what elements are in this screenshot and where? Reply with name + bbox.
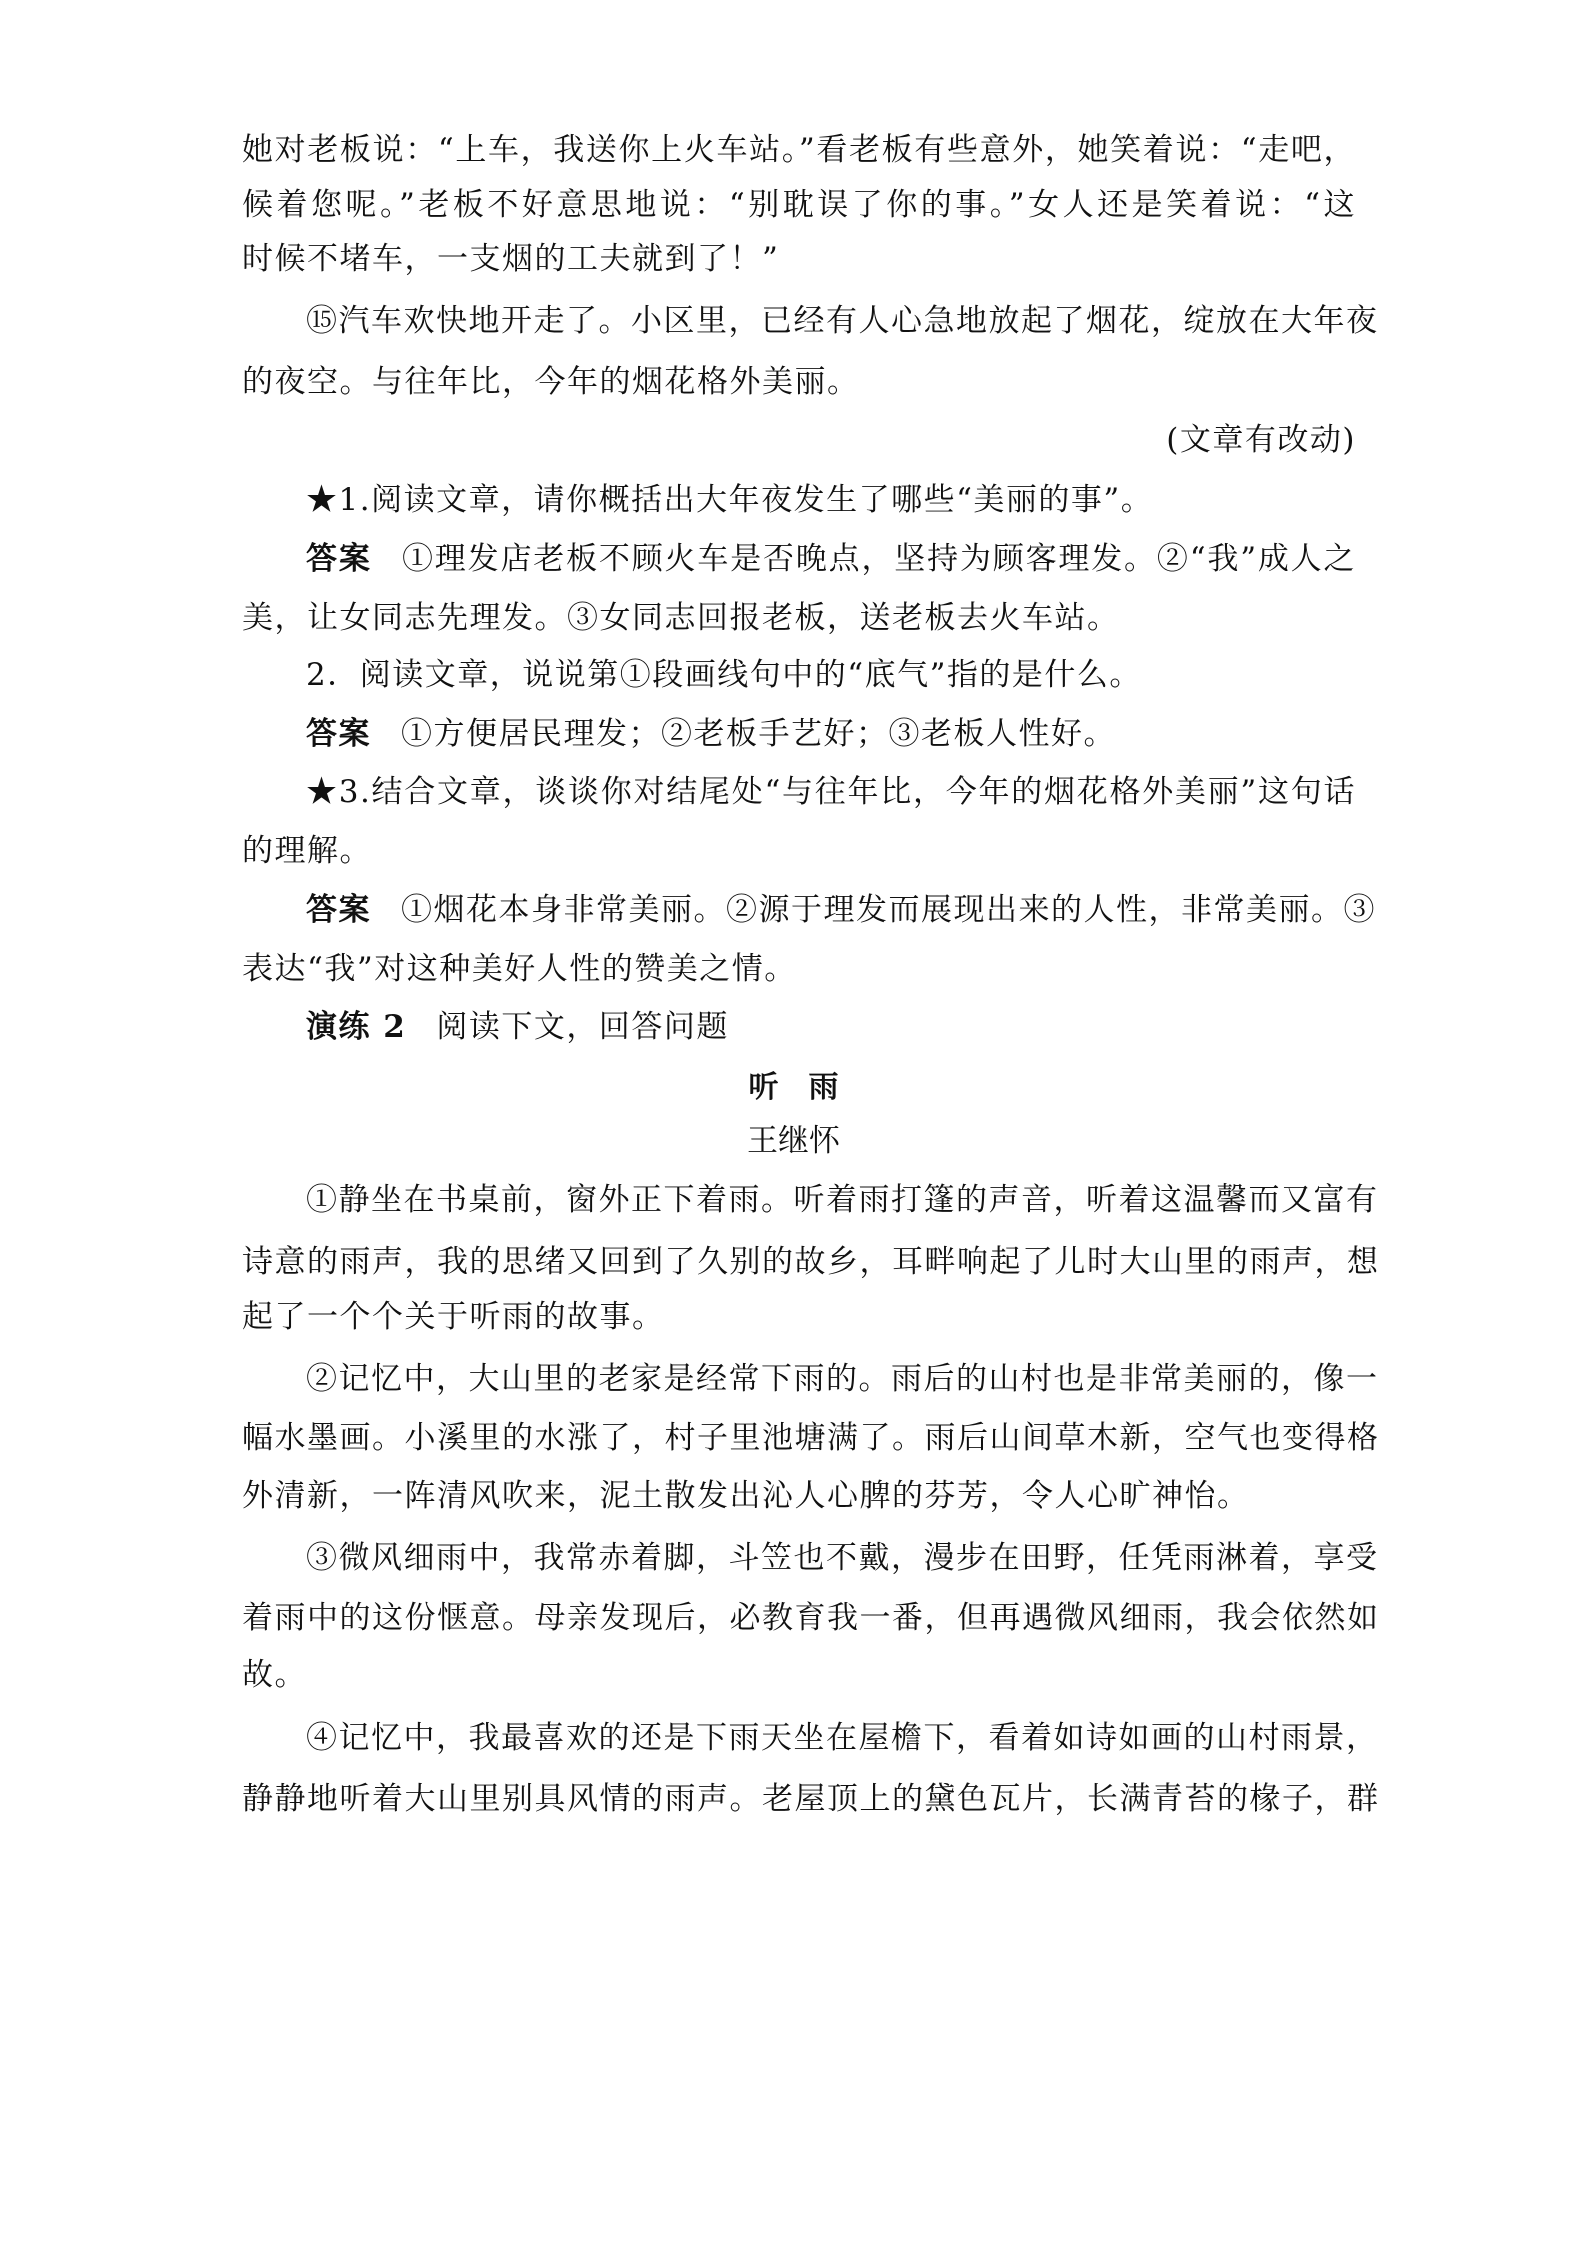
story2-p2-line-3: 外清新，一阵清风吹来，泥土散发出沁人心脾的芬芳，令人心旷神怡。 xyxy=(242,1478,1250,1514)
answer-1-line-2: 美，让女同志先理发。③女同志回报老板，送老板去火车站。 xyxy=(242,600,1120,636)
story2-p1-line-2: 诗意的雨声，我的思绪又回到了久别的故乡，耳畔响起了儿时大山里的雨声，想 xyxy=(242,1244,1380,1280)
answer-1-text-1: ①理发店老板不顾火车是否晚点，坚持为顾客理发。②“我”成人之 xyxy=(401,541,1357,577)
question-3-line-1: ★3.结合文章，谈谈你对结尾处“与往年比，今年的烟花格外美丽”这句话 xyxy=(306,774,1356,810)
story2-p3-line-1: ③微风细雨中，我常赤着脚，斗笠也不戴，漫步在田野，任凭雨淋着，享受 xyxy=(306,1540,1379,1576)
answer-3-line-2: 表达“我”对这种美好人性的赞美之情。 xyxy=(242,951,797,987)
exercise-2-label: 演练 2 xyxy=(306,1009,407,1045)
answer-3-line-1 xyxy=(306,888,1376,932)
story2-title: 听 雨 xyxy=(748,1070,839,1105)
exercise-2-heading xyxy=(306,1005,1356,1049)
answer-2-line-1 xyxy=(306,712,1356,756)
source-note: (文章有改动) xyxy=(1166,422,1356,458)
story2-p1-line-3: 起了一个个关于听雨的故事。 xyxy=(242,1299,665,1335)
question-1: ★1.阅读文章，请你概括出大年夜发生了哪些“美丽的事”。 xyxy=(306,482,1154,518)
answer-3-text-1: ①烟花本身非常美丽。②源于理发而展现出来的人性，非常美丽。③ xyxy=(401,892,1376,928)
story2-p4-line-1: ④记忆中，我最喜欢的还是下雨天坐在屋檐下，看着如诗如画的山村雨景， xyxy=(306,1720,1379,1756)
answer-label: 答案 xyxy=(306,892,371,928)
answer-1-line-1 xyxy=(306,537,1356,581)
story2-p3-line-2: 着雨中的这份惬意。母亲发现后，必教育我一番，但再遇微风细雨，我会依然如 xyxy=(242,1600,1380,1636)
story1-para15-line-2: 的夜空。与往年比，今年的烟花格外美丽。 xyxy=(242,364,860,400)
story1-para15-line-1: ⑮汽车欢快地开走了。小区里，已经有人心急地放起了烟花，绽放在大年夜 xyxy=(306,303,1379,339)
story2-p1-line-1: ①静坐在书桌前，窗外正下着雨。听着雨打篷的声音，听着这温馨而又富有 xyxy=(306,1182,1379,1218)
story2-author: 王继怀 xyxy=(747,1123,840,1159)
story2-p2-line-1: ②记忆中，大山里的老家是经常下雨的。雨后的山村也是非常美丽的，像一 xyxy=(306,1361,1379,1397)
story1-line-2: 候着您呢。”老板不好意思地说：“别耽误了你的事。”女人还是笑着说：“这 xyxy=(242,187,1356,223)
exercise-2-instruction: 阅读下文，回答问题 xyxy=(436,1009,729,1045)
question-2: 2．阅读文章，说说第①段画线句中的“底气”指的是什么。 xyxy=(306,657,1142,693)
story2-p3-line-3: 故。 xyxy=(242,1657,307,1693)
answer-2-text-1: ①方便居民理发；②老板手艺好；③老板人性好。 xyxy=(401,716,1116,752)
story1-line-3: 时候不堵车，一支烟的工夫就到了！” xyxy=(242,241,780,277)
question-3-line-2: 的理解。 xyxy=(242,833,372,869)
story2-p4-line-2: 静静地听着大山里别具风情的雨声。老屋顶上的黛色瓦片，长满青苔的椽子，群 xyxy=(242,1781,1380,1817)
story2-p2-line-2: 幅水墨画。小溪里的水涨了，村子里池塘满了。雨后山间草木新，空气也变得格 xyxy=(242,1420,1380,1456)
story1-line-1: 她对老板说：“上车，我送你上火车站。”看老板有些意外，她笑着说：“走吧， xyxy=(242,132,1356,168)
answer-label: 答案 xyxy=(306,541,372,577)
answer-label: 答案 xyxy=(306,716,371,752)
